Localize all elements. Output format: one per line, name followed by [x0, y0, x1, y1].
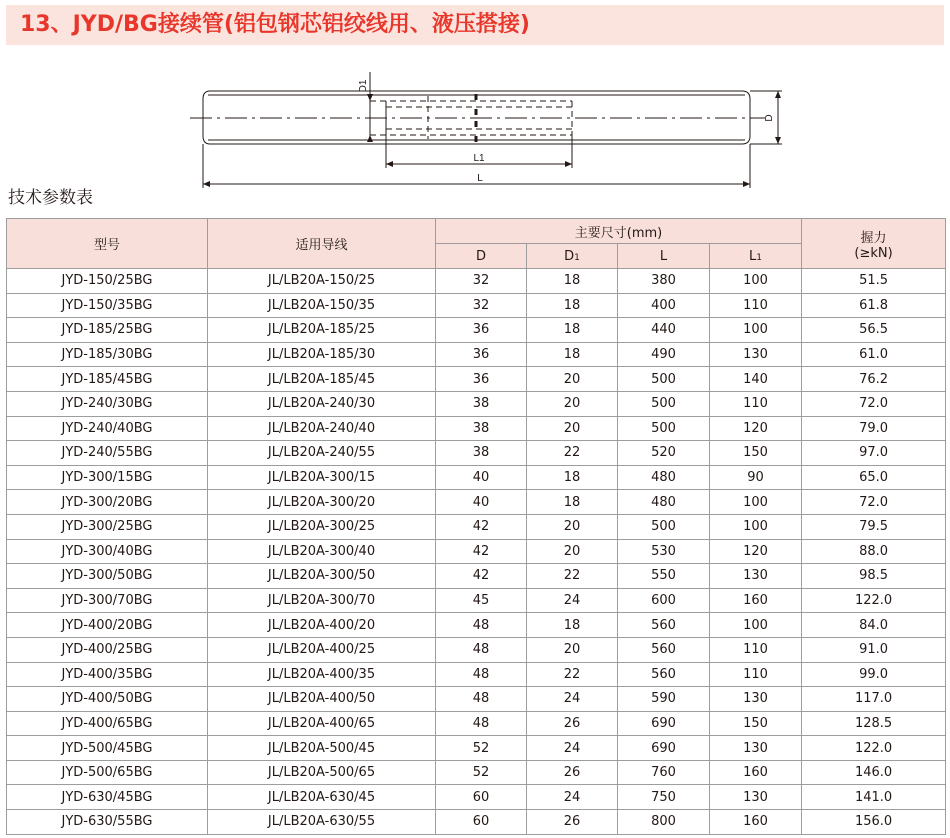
label-l: L — [477, 173, 483, 184]
d1-cell: 24 — [527, 687, 618, 712]
model-cell: JYD-300/70BG — [7, 588, 208, 613]
grip-cell: 97.0 — [802, 441, 946, 466]
l-cell: 800 — [618, 810, 710, 835]
model-cell: JYD-240/40BG — [7, 416, 208, 441]
label-d1: D1 — [358, 79, 369, 93]
l1-cell: 110 — [710, 293, 802, 318]
l1-cell: 100 — [710, 613, 802, 638]
model-cell: JYD-400/35BG — [7, 662, 208, 687]
model-cell: JYD-300/25BG — [7, 514, 208, 539]
grip-cell: 128.5 — [802, 711, 946, 736]
table-row — [7, 662, 946, 687]
l-cell: 500 — [618, 514, 710, 539]
conductor-cell: JL/LB20A-300/25 — [208, 514, 436, 539]
table-row — [7, 637, 946, 662]
model-cell: JYD-630/45BG — [7, 785, 208, 810]
grip-cell: 72.0 — [802, 490, 946, 515]
conductor-cell: JL/LB20A-150/35 — [208, 293, 436, 318]
d-cell: 48 — [436, 613, 527, 638]
model-cell: JYD-185/25BG — [7, 318, 208, 343]
grip-cell: 56.5 — [802, 318, 946, 343]
d1-cell: 20 — [527, 416, 618, 441]
table-row — [7, 539, 946, 564]
l-cell: 480 — [618, 490, 710, 515]
d-cell: 36 — [436, 342, 527, 367]
header-d1 — [527, 244, 618, 269]
l1-cell: 110 — [710, 391, 802, 416]
l1-cell: 130 — [710, 687, 802, 712]
header-model: 型号 — [7, 219, 208, 269]
d-cell: 38 — [436, 391, 527, 416]
d-cell: 32 — [436, 269, 527, 294]
conductor-cell: JL/LB20A-300/70 — [208, 588, 436, 613]
d1-cell: 24 — [527, 785, 618, 810]
grip-cell: 141.0 — [802, 785, 946, 810]
d-cell: 42 — [436, 564, 527, 589]
table-row — [7, 293, 946, 318]
l-cell: 500 — [618, 416, 710, 441]
table-row — [7, 736, 946, 761]
model-cell: JYD-400/50BG — [7, 687, 208, 712]
model-cell: JYD-400/65BG — [7, 711, 208, 736]
l1-cell: 130 — [710, 736, 802, 761]
l-cell: 550 — [618, 564, 710, 589]
grip-cell: 79.5 — [802, 514, 946, 539]
d-cell: 48 — [436, 662, 527, 687]
grip-cell: 146.0 — [802, 760, 946, 785]
conductor-cell: JL/LB20A-630/45 — [208, 785, 436, 810]
header-d: D — [436, 244, 527, 269]
l1-cell: 120 — [710, 539, 802, 564]
d1-cell: 18 — [527, 269, 618, 294]
header-l1 — [710, 244, 802, 269]
title-bar — [6, 5, 944, 45]
d1-cell: 22 — [527, 662, 618, 687]
d1-cell: 18 — [527, 490, 618, 515]
l1-cell: 150 — [710, 711, 802, 736]
grip-cell: 61.0 — [802, 342, 946, 367]
header-conductor: 适用导线 — [208, 219, 436, 269]
table-row — [7, 564, 946, 589]
header-l1-main: L — [749, 248, 757, 264]
header-grip-unit: (≥kN) — [854, 245, 893, 261]
d1-cell: 18 — [527, 613, 618, 638]
grip-cell: 122.0 — [802, 588, 946, 613]
l1-cell: 100 — [710, 490, 802, 515]
grip-cell: 98.5 — [802, 564, 946, 589]
l-cell: 400 — [618, 293, 710, 318]
model-cell: JYD-300/50BG — [7, 564, 208, 589]
conductor-cell: JL/LB20A-240/30 — [208, 391, 436, 416]
table-row — [7, 514, 946, 539]
d-cell: 45 — [436, 588, 527, 613]
l-cell: 560 — [618, 637, 710, 662]
d1-cell: 26 — [527, 810, 618, 835]
d-cell: 42 — [436, 514, 527, 539]
d1-cell: 20 — [527, 367, 618, 392]
conductor-cell: JL/LB20A-400/20 — [208, 613, 436, 638]
l1-cell: 100 — [710, 269, 802, 294]
l1-cell: 150 — [710, 441, 802, 466]
table-row — [7, 490, 946, 515]
table-row — [7, 269, 946, 294]
l-cell: 600 — [618, 588, 710, 613]
d-cell: 40 — [436, 465, 527, 490]
conductor-cell: JL/LB20A-630/55 — [208, 810, 436, 835]
l1-cell: 160 — [710, 760, 802, 785]
conductor-cell: JL/LB20A-300/40 — [208, 539, 436, 564]
l-cell: 480 — [618, 465, 710, 490]
d1-cell: 24 — [527, 736, 618, 761]
d1-cell: 22 — [527, 441, 618, 466]
model-cell: JYD-500/65BG — [7, 760, 208, 785]
header-grip — [802, 219, 946, 269]
d1-cell: 18 — [527, 293, 618, 318]
section-label: 技术参数表 — [8, 188, 93, 208]
model-cell: JYD-400/25BG — [7, 637, 208, 662]
l-cell: 760 — [618, 760, 710, 785]
table-row — [7, 441, 946, 466]
d1-cell: 20 — [527, 539, 618, 564]
grip-cell: 91.0 — [802, 637, 946, 662]
l1-cell: 130 — [710, 564, 802, 589]
model-cell: JYD-240/55BG — [7, 441, 208, 466]
l-cell: 690 — [618, 711, 710, 736]
d-cell: 60 — [436, 785, 527, 810]
table-row — [7, 810, 946, 835]
grip-cell: 61.8 — [802, 293, 946, 318]
grip-cell: 72.0 — [802, 391, 946, 416]
table-row — [7, 342, 946, 367]
conductor-cell: JL/LB20A-500/45 — [208, 736, 436, 761]
l1-cell: 120 — [710, 416, 802, 441]
d-cell: 52 — [436, 736, 527, 761]
conductor-cell: JL/LB20A-300/50 — [208, 564, 436, 589]
conductor-cell: JL/LB20A-150/25 — [208, 269, 436, 294]
l1-cell: 110 — [710, 637, 802, 662]
d1-cell: 20 — [527, 391, 618, 416]
l1-cell: 160 — [710, 810, 802, 835]
d-cell: 48 — [436, 637, 527, 662]
model-cell: JYD-185/45BG — [7, 367, 208, 392]
d-cell: 36 — [436, 318, 527, 343]
d1-cell: 18 — [527, 465, 618, 490]
d1-cell: 20 — [527, 514, 618, 539]
l-cell: 530 — [618, 539, 710, 564]
d1-cell: 20 — [527, 637, 618, 662]
l-cell: 520 — [618, 441, 710, 466]
conductor-cell: JL/LB20A-240/55 — [208, 441, 436, 466]
l1-cell: 110 — [710, 662, 802, 687]
grip-cell: 122.0 — [802, 736, 946, 761]
table-row — [7, 613, 946, 638]
l-cell: 440 — [618, 318, 710, 343]
header-d1-main: D — [564, 248, 575, 264]
model-cell: JYD-400/20BG — [7, 613, 208, 638]
d1-cell: 18 — [527, 318, 618, 343]
conductor-cell: JL/LB20A-185/25 — [208, 318, 436, 343]
page-title: 13、JYD/BG接续管(铝包钢芯铝绞线用、液压搭接) — [20, 12, 530, 37]
table-row — [7, 687, 946, 712]
l-cell: 380 — [618, 269, 710, 294]
l1-cell: 100 — [710, 514, 802, 539]
conductor-cell: JL/LB20A-300/20 — [208, 490, 436, 515]
table-row — [7, 465, 946, 490]
model-cell: JYD-150/25BG — [7, 269, 208, 294]
l1-cell: 100 — [710, 318, 802, 343]
table-row — [7, 318, 946, 343]
model-cell: JYD-300/40BG — [7, 539, 208, 564]
d-cell: 38 — [436, 416, 527, 441]
d-cell: 48 — [436, 687, 527, 712]
label-l1: L1 — [473, 153, 485, 164]
grip-cell: 76.2 — [802, 367, 946, 392]
conductor-cell: JL/LB20A-400/50 — [208, 687, 436, 712]
d1-cell: 22 — [527, 564, 618, 589]
l1-cell: 90 — [710, 465, 802, 490]
model-cell: JYD-240/30BG — [7, 391, 208, 416]
l-cell: 750 — [618, 785, 710, 810]
table-row — [7, 785, 946, 810]
conductor-cell: JL/LB20A-240/40 — [208, 416, 436, 441]
conductor-cell: JL/LB20A-185/30 — [208, 342, 436, 367]
grip-cell: 99.0 — [802, 662, 946, 687]
grip-cell: 117.0 — [802, 687, 946, 712]
model-cell: JYD-500/45BG — [7, 736, 208, 761]
table-row — [7, 367, 946, 392]
d1-cell: 18 — [527, 342, 618, 367]
d-cell: 32 — [436, 293, 527, 318]
d-cell: 40 — [436, 490, 527, 515]
grip-cell: 88.0 — [802, 539, 946, 564]
conductor-cell: JL/LB20A-400/35 — [208, 662, 436, 687]
table-row — [7, 391, 946, 416]
connector-drawing — [0, 60, 950, 190]
grip-cell: 65.0 — [802, 465, 946, 490]
d-cell: 36 — [436, 367, 527, 392]
conductor-cell: JL/LB20A-400/25 — [208, 637, 436, 662]
l1-cell: 130 — [710, 342, 802, 367]
table-row — [7, 711, 946, 736]
label-d: D — [764, 114, 775, 122]
spec-table — [6, 218, 946, 835]
l-cell: 500 — [618, 367, 710, 392]
grip-cell: 51.5 — [802, 269, 946, 294]
table-row — [7, 588, 946, 613]
d-cell: 48 — [436, 711, 527, 736]
l-cell: 560 — [618, 662, 710, 687]
l-cell: 590 — [618, 687, 710, 712]
l1-cell: 160 — [710, 588, 802, 613]
model-cell: JYD-300/20BG — [7, 490, 208, 515]
table-body — [7, 269, 946, 835]
l1-cell: 130 — [710, 785, 802, 810]
d1-cell: 26 — [527, 711, 618, 736]
grip-cell: 79.0 — [802, 416, 946, 441]
l-cell: 500 — [618, 391, 710, 416]
table-row — [7, 760, 946, 785]
l-cell: 490 — [618, 342, 710, 367]
model-cell: JYD-630/55BG — [7, 810, 208, 835]
conductor-cell: JL/LB20A-300/15 — [208, 465, 436, 490]
d-cell: 60 — [436, 810, 527, 835]
conductor-cell: JL/LB20A-185/45 — [208, 367, 436, 392]
model-cell: JYD-300/15BG — [7, 465, 208, 490]
header-grip-label: 握力 — [860, 230, 887, 246]
conductor-cell: JL/LB20A-400/65 — [208, 711, 436, 736]
header-l1-sub: 1 — [756, 252, 763, 263]
model-cell: JYD-185/30BG — [7, 342, 208, 367]
d-cell: 52 — [436, 760, 527, 785]
model-cell: JYD-150/35BG — [7, 293, 208, 318]
conductor-cell: JL/LB20A-500/65 — [208, 760, 436, 785]
d-cell: 38 — [436, 441, 527, 466]
grip-cell: 84.0 — [802, 613, 946, 638]
header-l: L — [618, 244, 710, 269]
l-cell: 560 — [618, 613, 710, 638]
header-dimensions: 主要尺寸(mm) — [436, 219, 802, 244]
d1-cell: 24 — [527, 588, 618, 613]
d1-cell: 26 — [527, 760, 618, 785]
l-cell: 690 — [618, 736, 710, 761]
header-d1-sub: 1 — [574, 252, 580, 263]
grip-cell: 156.0 — [802, 810, 946, 835]
d-cell: 42 — [436, 539, 527, 564]
table-row — [7, 416, 946, 441]
l1-cell: 140 — [710, 367, 802, 392]
